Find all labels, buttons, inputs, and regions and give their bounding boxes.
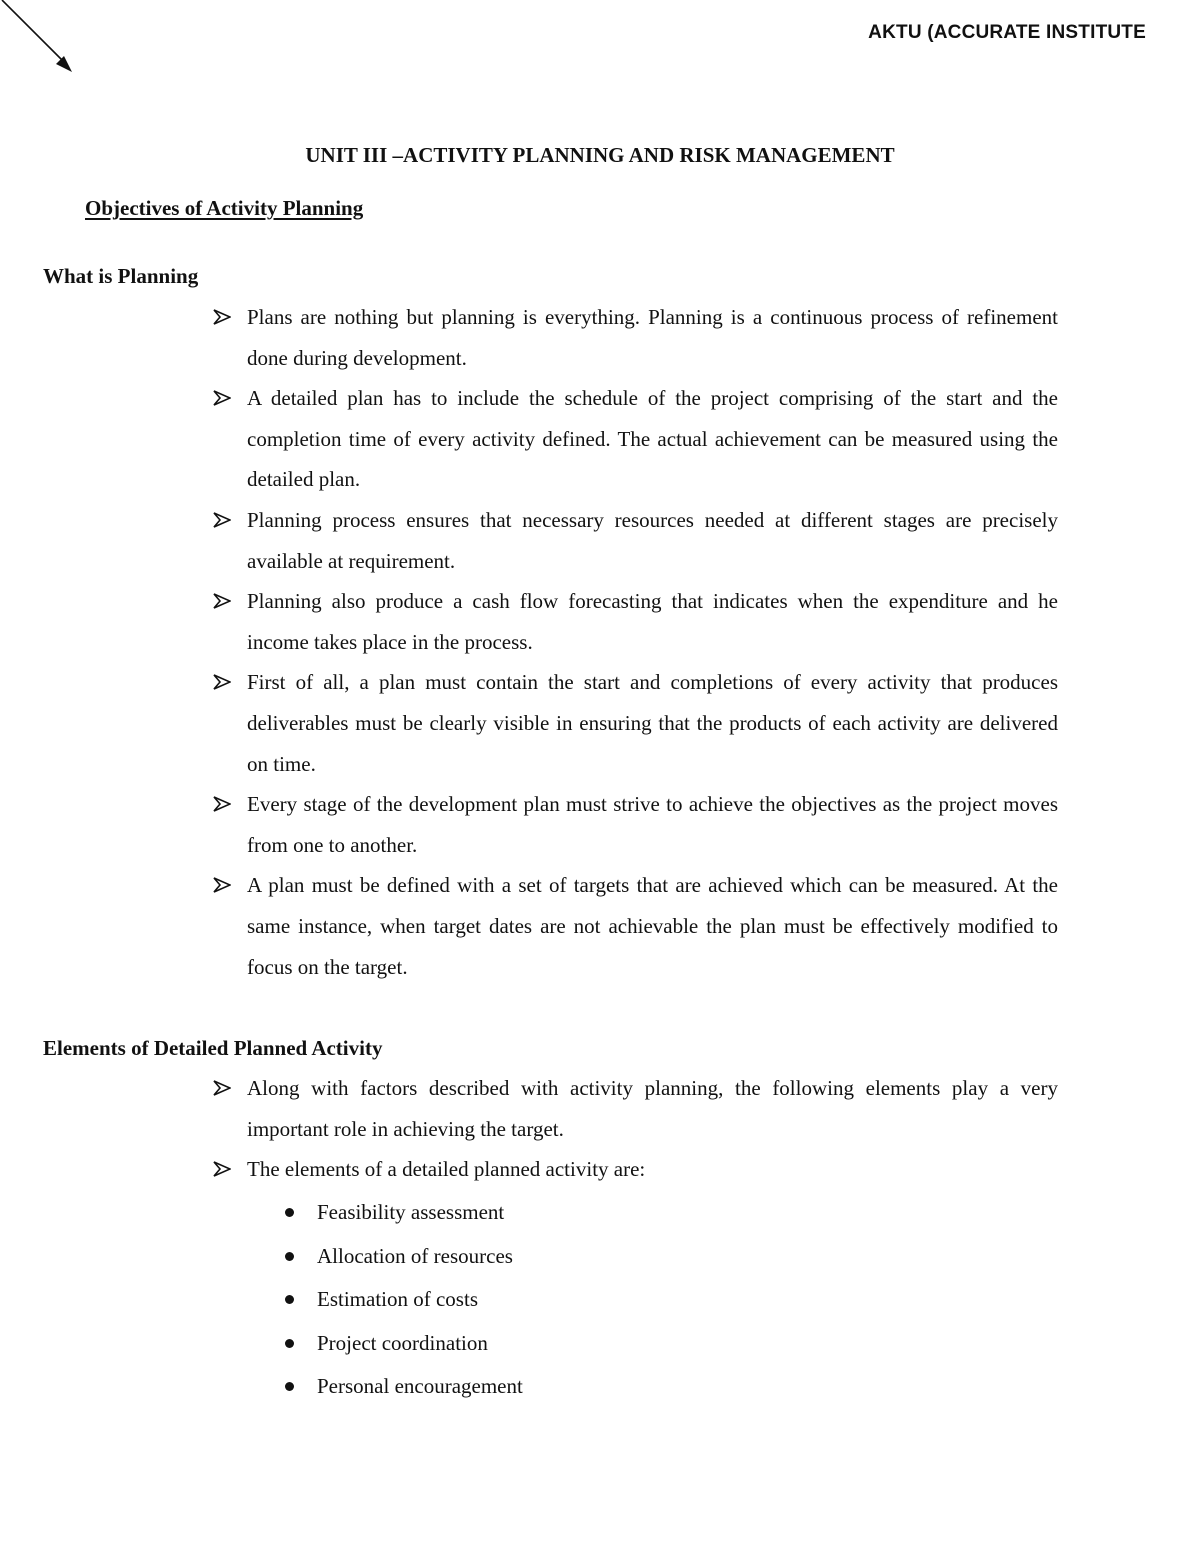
round-dot-bullet-icon (285, 1382, 294, 1391)
sub-list-item (283, 1278, 523, 1322)
arrowhead-bullet-icon (213, 309, 231, 325)
round-dot-bullet-icon (285, 1295, 294, 1304)
arrowhead-bullet-icon (213, 593, 231, 609)
list-item (213, 662, 1058, 784)
bullet-text: A detailed plan has to include the schedule of the project comprising of the start and the completion time of every activity defined. The actual achievement can be measured using the detailed plan. (247, 386, 1058, 492)
round-dot-bullet-icon (285, 1208, 294, 1217)
arrowhead-bullet-icon (213, 1080, 231, 1096)
bullet-text: The elements of a detailed planned activity are: (247, 1157, 646, 1182)
elements-heading: Elements of Detailed Planned Activity (43, 1036, 383, 1060)
sub-list-item (283, 1322, 523, 1366)
sub-item-text: Estimation of costs (317, 1287, 478, 1311)
bullet-text: Planning process ensures that necessary resources needed at different stages are precisely available at requirement. (247, 507, 1058, 573)
header-institute-text: AKTU (ACCURATE INSTITUTE (868, 22, 1146, 43)
sub-list-item (283, 1365, 523, 1409)
list-item (213, 297, 1058, 378)
round-dot-bullet-icon (285, 1252, 294, 1261)
arrowhead-bullet-icon (213, 674, 231, 690)
bullet-text: Planning also produce a cash flow forecasting that indicates when the expenditure and he income takes place in the process. (247, 589, 1058, 654)
sub-list-item (283, 1191, 523, 1235)
elements-bullet-list (213, 1068, 1058, 1190)
list-item (213, 500, 1058, 581)
bullet-text: First of all, a plan must contain the start and completions of every activity that produces deliverables must be clearly visible in ensuring that the products of each activity are delivered on time. (247, 670, 1058, 776)
arrowhead-bullet-icon (213, 512, 231, 528)
elements-sub-list (283, 1191, 523, 1409)
bullet-text: Plans are nothing but planning is everything. Planning is a continuous process of refinement done during development. (247, 305, 1058, 370)
list-item (213, 1068, 1058, 1149)
what-is-planning-heading: What is Planning (43, 264, 199, 288)
arrowhead-bullet-icon (213, 1161, 231, 1177)
objectives-subheading: Objectives of Activity Planning (85, 196, 364, 220)
sub-item-text: Allocation of resources (317, 1243, 513, 1268)
sub-list-item (283, 1235, 523, 1279)
unit-title: UNIT III –ACTIVITY PLANNING AND RISK MANAGEMENT (305, 143, 895, 167)
list-item (213, 784, 1058, 865)
bullet-text: A plan must be defined with a set of targets that are achieved which can be measured. At the same instance, when target dates are not achievable the plan must be effectively modified to focus on the target. (247, 873, 1058, 979)
arrowhead-bullet-icon (213, 390, 231, 406)
sub-item-text: Project coordination (317, 1330, 488, 1355)
bullet-text: Every stage of the development plan must strive to achieve the objectives as the project moves from one to another. (247, 792, 1058, 857)
list-item (213, 1149, 1058, 1190)
sub-item-text: Personal encouragement (317, 1374, 523, 1398)
round-dot-bullet-icon (285, 1339, 294, 1348)
arrowhead-bullet-icon (213, 877, 231, 893)
bullet-text: Along with factors described with activity planning, the following elements play a very important role in achieving the target. (247, 1076, 1058, 1141)
arrowhead-bullet-icon (213, 796, 231, 812)
list-item (213, 865, 1058, 987)
list-item (213, 378, 1058, 500)
planning-bullet-list (213, 297, 1058, 987)
sub-item-text: Feasibility assessment (317, 1200, 505, 1224)
diagonal-arrow-icon (0, 0, 90, 90)
list-item (213, 581, 1058, 662)
